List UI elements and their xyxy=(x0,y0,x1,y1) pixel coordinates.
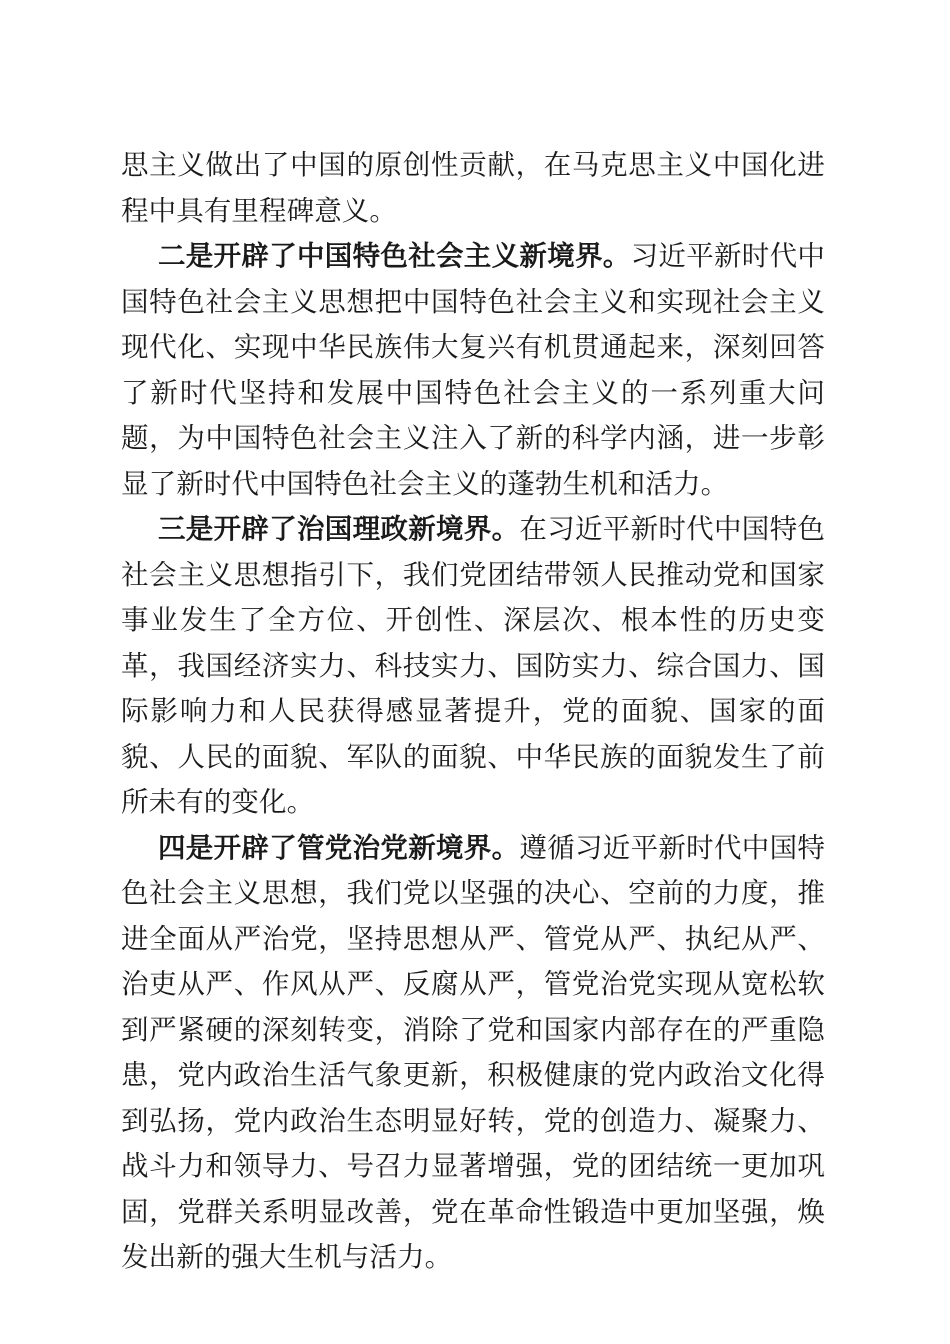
paragraph-text: 习近平新时代中国特色社会主义思想把中国特色社会主义和实现社会主义现代化、实现中华民族伟大复兴有机贯通起来，深刻回答了新时代坚持和发展中国特色社会主义的一系列重大问题，为中国特色社会主义注入了新的科学内涵，进一步彰显了新时代中国特色社会主义的蓬勃生机和活力。 xyxy=(121,240,825,500)
paragraph-heading: 四是开辟了管党治党新境界。 xyxy=(158,831,520,864)
paragraph-text: 遵循习近平新时代中国特色社会主义思想，我们党以坚强的决心、空前的力度，推进全面从严治党，坚持思想从严、管党从严、执纪从严、治吏从严、作风从严、反腐从严，管党治党实现从宽松软到严紧硬的深刻转变，消除了党和国家内部存在的严重隐患，党内政治生活气象更新，积极健康的党内政治文化得到弘扬，党内政治生态明显好转，党的创造力、凝聚力、战斗力和领导力、号召力显著增强，党的团结统一更加巩固，党群关系明显改善，党在革命性锻造中更加坚强，焕发出新的强大生机与活力。 xyxy=(121,831,825,1273)
paragraph-text: 思主义做出了中国的原创性贡献，在马克思主义中国化进程中具有里程碑意义。 xyxy=(121,149,825,227)
paragraph-item-3 xyxy=(121,507,825,826)
paragraph-item-2 xyxy=(121,234,825,507)
paragraph-text: 在习近平新时代中国特色社会主义思想指引下，我们党团结带领人民推动党和国家事业发生了全方位、开创性、深层次、根本性的历史变革，我国经济实力、科技实力、国防实力、综合国力、国际影响力和人民获得感显著提升，党的面貌、国家的面貌、人民的面貌、军队的面貌、中华民族的面貌发生了前所未有的变化。 xyxy=(121,513,825,818)
paragraph-heading: 三是开辟了治国理政新境界。 xyxy=(158,513,520,545)
document-body xyxy=(121,143,825,1281)
paragraph-item-4 xyxy=(121,826,825,1281)
paragraph-heading: 二是开辟了中国特色社会主义新境界。 xyxy=(158,240,631,272)
paragraph-continuation xyxy=(121,143,825,234)
